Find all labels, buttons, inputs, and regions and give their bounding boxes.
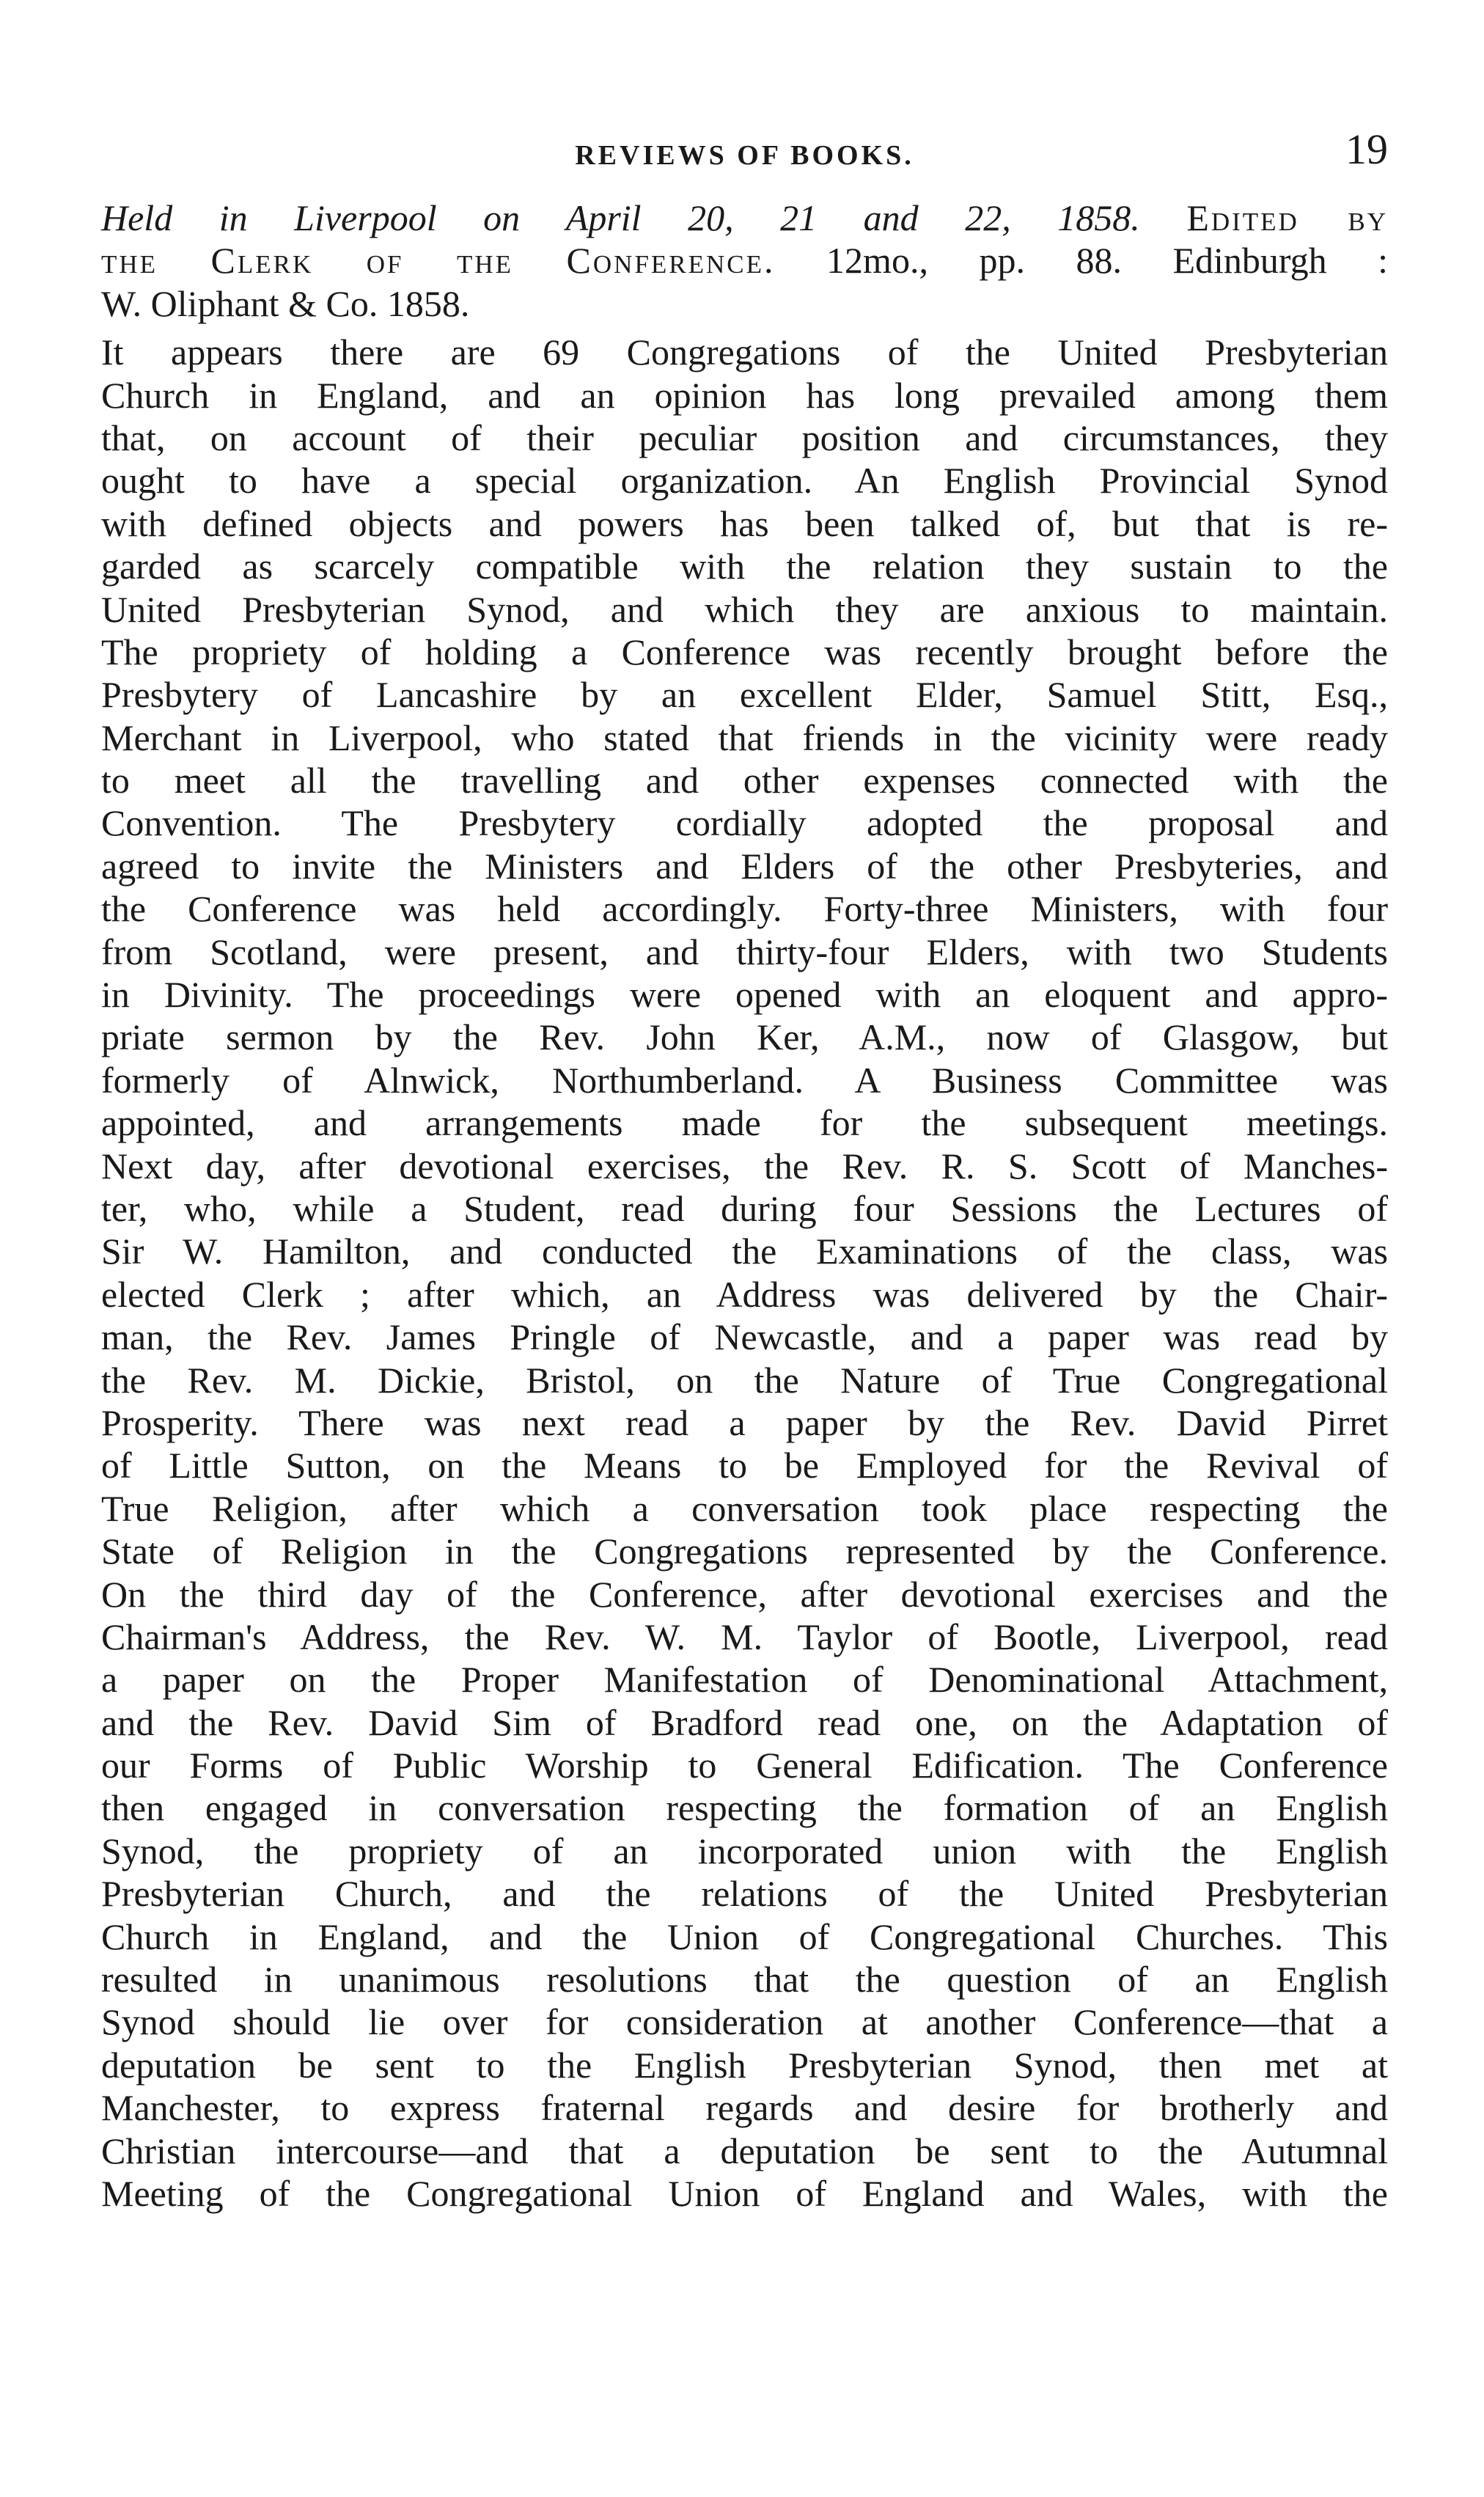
body-line: Sir W. Hamilton, and conducted the Examinations of the class, was [101, 1231, 1388, 1272]
review-text [101, 197, 1388, 2215]
body-line: Meeting of the Congregational Union of England and Wales, with the [101, 2172, 1388, 2214]
body-line: The propriety of holding a Conference was recently brought before the [101, 631, 1388, 672]
running-head [101, 123, 1388, 182]
body-line: United Presbyterian Synod, and which they are anxious to maintain. [101, 588, 1388, 630]
entry-line-3: W. Oliphant & Co. 1858. [101, 282, 470, 324]
body-line: State of Religion in the Congregations represented by the Conference. [101, 1530, 1388, 1572]
body-line: priate sermon by the Rev. John Ker, A.M., now of Glasgow, but [101, 1016, 1388, 1058]
body-line: Synod, the propriety of an incorporated union with the English [101, 1830, 1388, 1871]
body-line: our Forms of Public Worship to General Edification. The Conference [101, 1745, 1388, 1786]
body-line: in Divinity. The proceedings were opened with an eloquent and appro- [101, 974, 1388, 1016]
edited-by: Edited by [1186, 197, 1388, 238]
body-line: Prosperity. There was next read a paper by the Rev. David Pirret [101, 1401, 1388, 1443]
body-line: with defined objects and powers has been talked of, but that is re- [101, 502, 1388, 544]
body-line: garded as scarcely compatible with the relation they sustain to the [101, 546, 1388, 587]
body-line: ought to have a special organization. An English Provincial Synod [101, 460, 1388, 502]
body-line: Merchant in Liverpool, who stated that friends in the vicinity were ready [101, 716, 1388, 758]
body-line: appointed, and arrangements made for the subsequent meetings. [101, 1102, 1388, 1144]
body-line: On the third day of the Conference, after devotional exercises and the [101, 1573, 1388, 1615]
body-line: formerly of Alnwick, Northumberland. A Business Committee was [101, 1059, 1388, 1101]
body-line: from Scotland, were present, and thirty-four Elders, with two Students [101, 931, 1388, 972]
body-line: the Rev. M. Dickie, Bristol, on the Nature of True Congregational [101, 1359, 1388, 1401]
entry-line-1 [101, 197, 1388, 239]
body-line: Next day, after devotional exercises, the Rev. R. S. Scott of Manches- [101, 1145, 1388, 1187]
body-line: Manchester, to express fraternal regards and desire for brotherly and [101, 2087, 1388, 2129]
paragraph-gap [101, 325, 1388, 331]
body-line: Christian intercourse—and that a deputation be sent to the Autumnal [101, 2130, 1388, 2171]
body-line: elected Clerk ; after which, an Address was delivered by the Chair- [101, 1273, 1388, 1315]
review-body [101, 331, 1388, 2215]
body-line: Presbyterian Church, and the relations of the United Presbyterian [101, 1873, 1388, 1915]
running-title: REVIEWS OF BOOKS. [575, 140, 914, 171]
body-line: Chairman's Address, the Rev. W. M. Taylor of Bootle, Liverpool, read [101, 1616, 1388, 1657]
body-line: It appears there are 69 Congregations of the United Presbyterian [101, 331, 1388, 373]
body-line: ter, who, while a Student, read during four Sessions the Lectures of [101, 1187, 1388, 1229]
body-line: to meet all the travelling and other expenses connected with the [101, 760, 1388, 802]
body-line: True Religion, after which a conversation took place respecting the [101, 1487, 1388, 1529]
body-line: Convention. The Presbytery cordially adopted the proposal and [101, 802, 1388, 844]
body-line: man, the Rev. James Pringle of Newcastle, and a paper was read by [101, 1316, 1388, 1358]
body-line: of Little Sutton, on the Means to be Employed for the Revival of [101, 1445, 1388, 1486]
body-line: agreed to invite the Ministers and Elders of the other Presbyteries, and [101, 845, 1388, 887]
body-line: Church in England, and the Union of Congregational Churches. This [101, 1915, 1388, 1957]
body-line: Presbytery of Lancashire by an excellent Elder, Samuel Stitt, Esq., [101, 674, 1388, 716]
body-line: and the Rev. David Sim of Bradford read one, on the Adaptation of [101, 1701, 1388, 1743]
entry-line-2 [101, 239, 1388, 282]
body-line: deputation be sent to the English Presbyterian Synod, then met at [101, 2044, 1388, 2086]
page-number: 19 [1345, 125, 1388, 173]
body-line: resulted in unanimous resolutions that the question of an English [101, 1959, 1388, 2001]
body-line: Church in England, and an opinion has long prevailed among them [101, 374, 1388, 416]
book-title: Held in Liverpool on April 20, 21 and 22, 1858. [101, 197, 1140, 238]
editor-name: the Clerk of the Conference. [101, 240, 776, 282]
publication-details: 12mo., pp. 88. Edinburgh : [826, 240, 1389, 282]
body-line: that, on account of their peculiar position and circumstances, they [101, 417, 1388, 458]
body-line: a paper on the Proper Manifestation of Denominational Attachment, [101, 1659, 1388, 1701]
body-line: the Conference was held accordingly. Forty-three Ministers, with four [101, 888, 1388, 930]
body-line: then engaged in conversation respecting the formation of an English [101, 1787, 1388, 1829]
body-line: Synod should lie over for consideration at another Conference—that a [101, 2001, 1388, 2043]
